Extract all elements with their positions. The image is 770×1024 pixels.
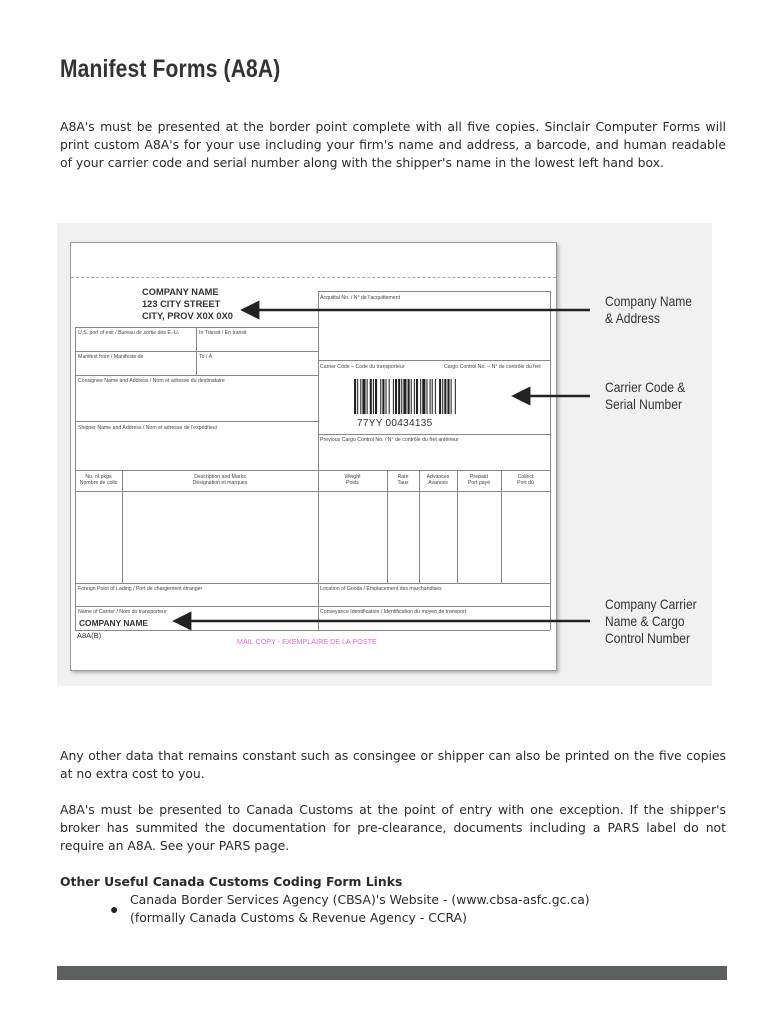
callout-carrier-code: Carrier Code & Serial Number xyxy=(605,379,686,412)
in-transit-label: In Transit / En transit xyxy=(199,330,247,336)
callout-company-address: Company Name & Address xyxy=(605,293,692,326)
barcode-bar xyxy=(403,379,406,414)
col-description: Description and Marks Désignation et marques xyxy=(192,474,248,486)
barcode-bar xyxy=(380,379,381,414)
previous-cargo-label: Previous Cargo Control No. / N° de contrôle du fret antérieur xyxy=(320,437,459,443)
serial-number: 77YY 00434135 xyxy=(357,418,433,429)
us-port-label: U.S. port of exit / Bureau de sortie des É.-U. xyxy=(78,330,180,336)
barcode-bar xyxy=(389,379,390,414)
barcode-bar xyxy=(451,379,452,414)
customs-paragraph: A8A's must be presented to Canada Customs at the point of entry with one exception. If the shipper's broker has summited the documentation for pre-clearance, documents including a PARS label do not require an A8A. See your PARS page. xyxy=(60,802,726,853)
barcode-bar xyxy=(373,379,374,414)
barcode xyxy=(354,379,518,414)
barcode-bar xyxy=(357,379,358,414)
barcode-bar xyxy=(422,379,425,414)
barcode-bar xyxy=(442,379,443,414)
barcode-bar xyxy=(432,379,433,414)
page-title: Manifest Forms (A8A) xyxy=(60,55,281,83)
barcode-bar xyxy=(386,379,387,414)
barcode-bar xyxy=(426,379,427,414)
col-collect: Collect Port dû xyxy=(517,474,534,486)
barcode-bar xyxy=(439,379,441,414)
barcode-bar xyxy=(447,379,449,414)
link-cbsa[interactable]: Canada Border Services Agency (CBSA)'s Website - (www.cbsa-asfc.gc.ca) (formally Canada Customs & Revenue Agency - CCRA) xyxy=(130,892,590,925)
intro-paragraph: A8A's must be presented at the border point complete with all five copies. Sinclair Computer Forms will print custom A8A's for your use including your firm's name and address, a barcode, and human readable of your carrier code and serial number along with the shipper's name in the lowest left hand box. xyxy=(60,119,726,170)
constant-data-paragraph: Any other data that remains constant such as consingee or shipper can also be printed on the five copies at no extra cost to you. xyxy=(60,748,726,781)
manifest-from-label: Manifest from / Manifeste de xyxy=(78,354,144,360)
barcode-bar xyxy=(367,379,368,414)
barcode-bar xyxy=(416,379,418,414)
barcode-bar xyxy=(411,379,412,414)
bullet-icon: ● xyxy=(110,901,119,917)
acquittal-label: Acquittal No. / N° de l'acquittement xyxy=(320,295,401,301)
a8a-form-sample xyxy=(70,242,557,671)
barcode-bar xyxy=(414,379,415,414)
perforation-line xyxy=(71,277,556,278)
barcode-bar xyxy=(360,379,361,414)
barcode-bar xyxy=(408,379,410,414)
callout-carrier-name: Company Carrier Name & Cargo Control Number xyxy=(605,596,697,646)
mail-copy-label: MAIL COPY - EXEMPLAIRE DE LA POSTE xyxy=(237,637,377,646)
barcode-bar xyxy=(382,379,384,414)
barcode-bar xyxy=(455,379,456,414)
barcode-bar xyxy=(401,379,402,414)
barcode-bar xyxy=(395,379,397,414)
barcode-bar xyxy=(398,379,400,414)
shipper-label: Shipper Name and Address / Nom et adresse de l'expéditeur xyxy=(78,425,218,431)
to-label: To / À xyxy=(199,354,213,360)
col-pkgs: No. of pkgs Nombre de colis xyxy=(79,474,118,486)
barcode-bar xyxy=(393,379,394,414)
links-heading: Other Useful Canada Customs Coding Form Links xyxy=(60,874,403,889)
carrier-code-label: Carrier Code – Code du transporteur xyxy=(320,364,405,370)
barcode-bar xyxy=(362,379,365,414)
col-prepaid: Prepaid Port payé xyxy=(467,474,491,486)
form-company-city: CITY, PROV X0X 0X0 xyxy=(142,311,233,321)
foreign-point-label: Foreign Point of Lading / Port de chargement étranger xyxy=(78,586,203,592)
barcode-bar xyxy=(370,379,372,414)
cargo-control-label: Cargo Control No. – N° de contrôle du fret xyxy=(444,364,541,370)
carrier-company-name: COMPANY NAME xyxy=(79,618,149,628)
footer-bar xyxy=(57,966,727,980)
carrier-name-label: Name of Carrier / Nom du transporteur xyxy=(78,609,167,615)
form-company-street: 123 CITY STREET xyxy=(142,299,221,309)
conveyance-label: Conveyance Identification / Identification du moyen de transport xyxy=(320,609,467,615)
barcode-bar xyxy=(420,379,421,414)
barcode-bar xyxy=(430,379,431,414)
col-advances: Advances Avances xyxy=(426,474,450,486)
location-goods-label: Location of Goods / Emplacement des marchandises xyxy=(320,586,442,592)
form-code: A8A(B) xyxy=(77,631,102,640)
barcode-bar xyxy=(354,379,356,414)
barcode-bar xyxy=(375,379,377,414)
form-company-name: COMPANY NAME xyxy=(142,287,219,297)
col-weight: Weight Poids xyxy=(344,474,361,486)
col-rate: Rate Taux xyxy=(397,474,409,486)
barcode-bar xyxy=(444,379,446,414)
barcode-bar xyxy=(435,379,436,414)
consignee-label: Consignee Name and Address / Nom et adresse du destinataire xyxy=(78,378,225,384)
